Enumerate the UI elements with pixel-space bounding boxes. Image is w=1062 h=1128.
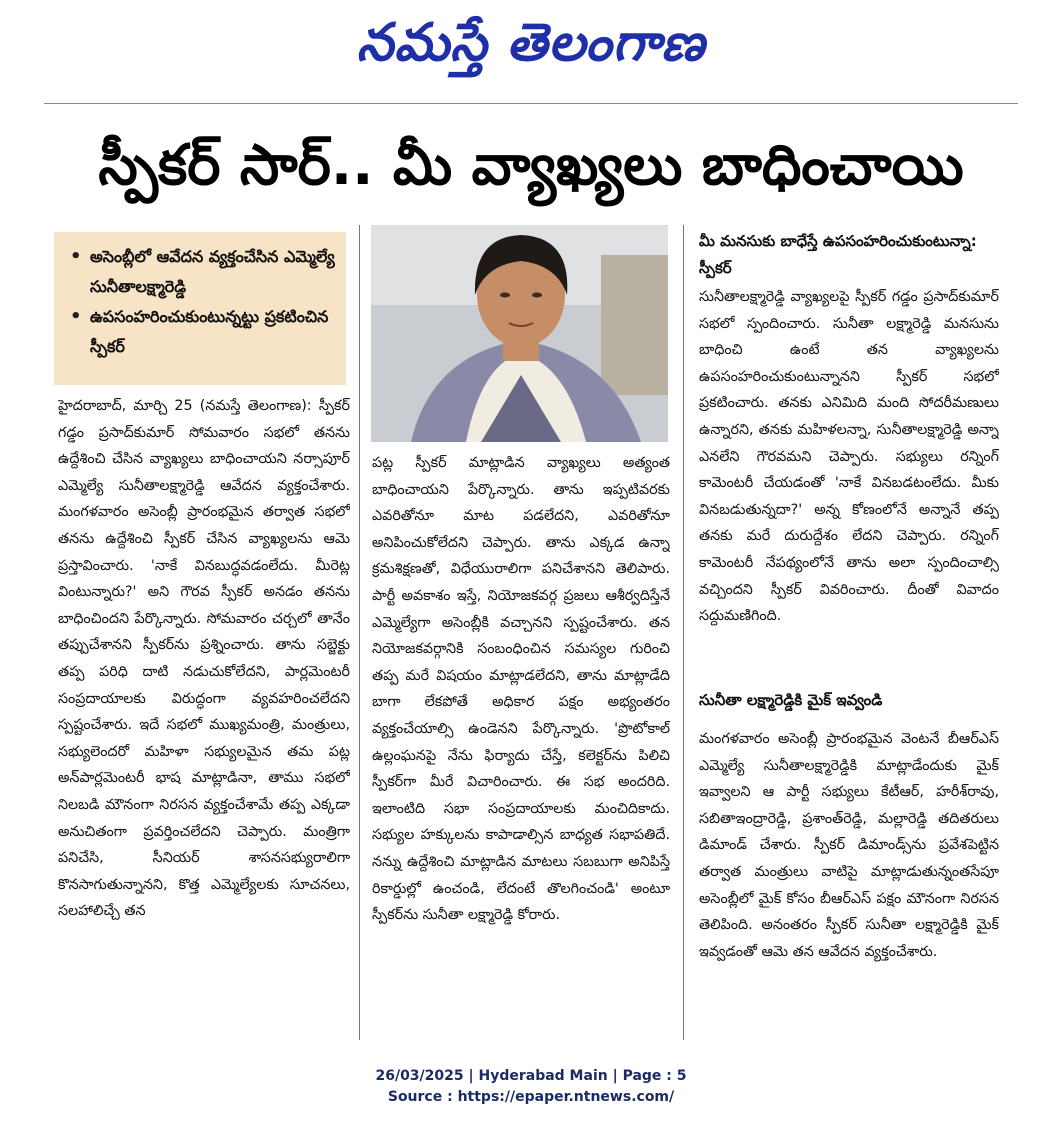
- article-column-2: [372, 450, 670, 1035]
- speaker-photo: [371, 225, 668, 442]
- column-divider: [359, 225, 360, 1040]
- paragraph: సునీతాలక్ష్మారెడ్డి వ్యాఖ్యలపై స్పీకర్ గడ్డం ప్రసాద్‌కుమార్ సభలో స్పందించారు. సునీతా లక్ష్మారెడ్డి మనసును బాధించి ఉంటే తన వ్యాఖ్యలను ఉపసంహరించుకుంటున్నానని స్పీకర్ సభలో ప్రకటించారు. తనకు ఎనిమిది మంది సోదరీమణులు ఉన్నారని, తనకు మహిళలన్నా, సునీతాలక్ష్మారెడ్డి అన్నా ఎనలేని గౌరవమని చెప్పారు. సభ్యులు రన్నింగ్ కామెంటరీ చేయడంతో 'నాకే వినబడటంలేదు. మీకు వినబడుతున్నదా?' అన్న కోణంలోనే అన్నానే తప్ప తనకు మరే దురుద్దేశం లేదని చెప్పారు. రన్నింగ్ కామెంటరీ నేపథ్యంలోనే తాను అలా స్పందించాల్సి వచ్చిందని స్పీకర్ వివరించారు. దీంతో వివాదం సద్దుమణిగింది.: [699, 289, 999, 625]
- highlight-item: [68, 242, 336, 302]
- bullet-icon: •: [70, 246, 82, 267]
- source-link[interactable]: Source : https://epaper.ntnews.com/: [387, 1089, 675, 1105]
- paragraph: హైదరాబాద్, మార్చి 25 (నమస్తే తెలంగాణ): స్పీకర్ గడ్డం ప్రసాద్‌కుమార్ సోమవారం సభలో తనను ఉద్దేశించి చేసిన వ్యాఖ్యలు బాధించాయని నర్సాపూర్ ఎమ్మెల్యే సునీతాలక్ష్మారెడ్డి ఆవేదన వ్యక్తంచేశారు. మంగళవారం అసెంబ్లీ ప్రారంభమైన తర్వాత సభలో తనను ఉద్దేశించి స్పీకర్ చేసిన వ్యాఖ్యలను ఆమె ప్రస్తావించారు. 'నాకే వినబుద్ధవడంలేదు. మీరెట్ల వింటున్నారు?' అని గౌరవ స్పీకర్ అనడం తనను బాధించిందని పేర్కొన్నారు. సోమవారం చర్చలో తానేం తప్పుచేశానని స్పీకర్‌ను ప్రశ్నించారు. తాను సబ్జెక్టు తప్ప పరిధి దాటి నడుచుకోలేదని, పార్లమెంటరీ సంప్రదాయాలకు విరుద్ధంగా వ్యవహరించలేదని స్పష్టంచేశారు. ఇదే సభలో ముఖ్యమంత్రి, మంత్రులు, సభ్యులెందరో మహిళా సభ్యులమైన తమ పట్ల అన్‌పార్లమెంటరీ భాష మాట్లాడినా, తాము సభలో నిలబడి మౌనంగా నిరసన వ్యక్తంచేశామే తప్ప ఎక్కడా అనుచితంగా ప్రవర్తించలేదని చెప్పారు. మంత్రిగా పనిచేసి, సీనియర్ శాసనసభ్యురాలిగా కొనసాగుతున్నానని, కొత్త ఎమ్మెల్యేలకు సూచనలు, సలహాలిచ్చే తన: [58, 398, 350, 920]
- bullet-icon: •: [70, 306, 82, 327]
- article-column-3: [699, 284, 999, 684]
- page-footer: [0, 1066, 1062, 1108]
- article-column-3-continued: [699, 726, 999, 1036]
- article-headline: స్పీకర్ సార్.. మీ వ్యాఖ్యలు బాధించాయి: [98, 133, 964, 198]
- column-3-heading: మీ మనసుకు బాధేస్తే ఉపసంహరించుకుంటున్నా: స్పీకర్: [699, 232, 977, 277]
- subheading: సునీతా లక్ష్మారెడ్డికి మైక్ ఇవ్వండి: [699, 691, 883, 709]
- highlight-text: అసెంబ్లీలో ఆవేదన వ్యక్తంచేసిన ఎమ్మెల్యే సునీతాలక్ష్మారెడ్డి: [90, 247, 335, 296]
- paragraph: పట్ల స్పీకర్ మాట్లాడిన వ్యాఖ్యలు అత్యంత బాధించాయని పేర్కొన్నారు. తాను ఇప్పటివరకు ఎవరితోనూ మాట పడలేదని, ఎవరితోనూ అనిపించుకోలేదని చెప్పారు. తాను ఎక్కడ ఉన్నా క్రమశిక్షణతో, విధేయురాలిగా పనిచేశానని తెలిపారు. పార్టీ అవకాశం ఇస్తే, నియోజకవర్గ ప్రజలు ఆశీర్వదిస్తేనే ఎమ్మెల్యేగా అసెంబ్లీకి వచ్చానని స్పష్టంచేశారు. తన నియోజకవర్గానికి సంబంధించిన సమస్యల గురించి తప్ప మరే విషయం మాట్లాడలేదని, తాను మాట్లాడేది బాగా లేకపోతే అధికార పక్షం అభ్యంతరం వ్యక్తంచేయాల్సి ఉండెనని పేర్కొన్నారు. 'ప్రొటోకాల్ ఉల్లంఘనపై నేను ఫిర్యాదు చేస్తే, కలెక్టర్‌ను పిలిచి స్పీకర్‌గా మీరే విచారించారు. ఈ సభ అందరిది. ఇలాంటిది సభా సంప్రదాయాలకు మంచిదికాదు. సభ్యుల హక్కులను కాపాడాల్సిన బాధ్యత సభాపతిదే. నన్ను ఉద్దేశించి మాట్లాడిన మాటలు సబబుగా అనిపిస్తే రికార్డుల్లో ఉంచండి, లేదంటే తొలగించండి' అంటూ స్పీకర్‌ను సునీతా లక్ష్మారెడ్డి కోరారు.: [372, 455, 670, 924]
- highlight-item: [68, 302, 336, 362]
- top-divider: [44, 103, 1018, 104]
- newspaper-masthead: నమస్తే తెలంగాణ: [356, 13, 706, 73]
- edition-info: 26/03/2025 | Hyderabad Main | Page : 5: [375, 1068, 687, 1084]
- highlights-box: [54, 232, 346, 385]
- woman-portrait-image: [371, 225, 668, 442]
- column-divider: [683, 225, 684, 1040]
- paragraph: మంగళవారం అసెంబ్లీ ప్రారంభమైన వెంటనే బీఆర్‌ఎస్ ఎమ్మెల్యే సునీతాలక్ష్మారెడ్డికి మాట్లాడేందుకు మైక్ ఇవ్వాలని ఆ పార్టీ సభ్యులు కేటీఆర్, హరీశ్‌రావు, సబితాఇంద్రారెడ్డి, ప్రశాంత్‌రెడ్డి, మల్లారెడ్డి తదితరులు డిమాండ్ చేశారు. స్పీకర్ డిమాండ్స్‌ను ప్రవేశపెట్టిన తర్వాత మంత్రులు వాటిపై మాట్లాడుతున్నంతసేపూ అసెంబ్లీలో మైక్ కోసం బీఆర్‌ఎస్ పక్షం మౌనంగా నిరసన తెలిపింది. అనంతరం స్పీకర్ సునీతా లక్ష్మారెడ్డికి మైక్ ఇవ్వడంతో ఆమె తన ఆవేదన వ్యక్తంచేశారు.: [699, 731, 999, 960]
- article-column-1: [58, 393, 350, 1033]
- highlight-text: ఉపసంహరించుకుంటున్నట్టు ప్రకటించిన స్పీకర్: [90, 307, 329, 356]
